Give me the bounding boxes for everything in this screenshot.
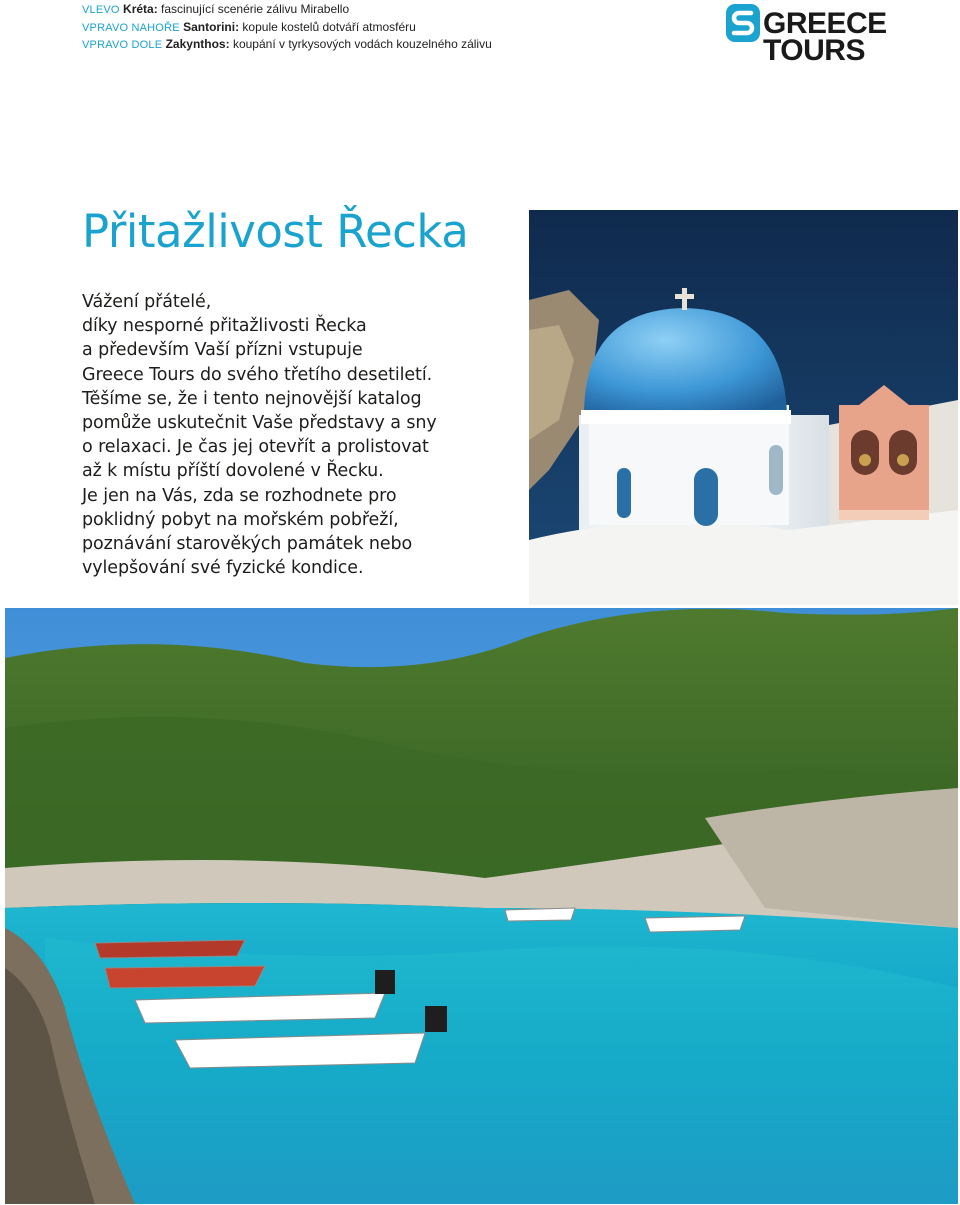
letter-line: vylepšování své fyzické kondice. bbox=[82, 558, 364, 579]
caption-text: fascinující scenérie zálivu Mirabello bbox=[157, 2, 350, 16]
caption-position: VPRAVO DOLE bbox=[82, 39, 163, 51]
caption-place: Zakynthos: bbox=[165, 37, 230, 51]
greece-tours-logo bbox=[725, 3, 885, 65]
caption-position: VPRAVO NAHOŘE bbox=[82, 21, 180, 34]
letter-line: Je jen na Vás, zda se rozhodnete pro bbox=[82, 485, 397, 506]
letter-line: poklidný pobyt na mořském pobřeží, bbox=[82, 509, 399, 530]
page-title: Přitažlivost Řecka bbox=[82, 205, 469, 258]
caption-top-right bbox=[82, 19, 492, 37]
caption-bottom-right bbox=[82, 36, 492, 54]
logo-word-greece: GREECE bbox=[763, 7, 887, 40]
outboard-motor bbox=[425, 1006, 447, 1032]
zakynthos-photo bbox=[5, 608, 958, 1204]
intro-letter bbox=[82, 290, 522, 580]
zakynthos-bay-illustration bbox=[5, 608, 958, 1204]
caption-position: VLEVO bbox=[82, 4, 120, 16]
caption-place: Santorini: bbox=[183, 19, 240, 34]
caption-place: Kréta: bbox=[123, 2, 158, 16]
letter-line: a především Vaší přízni vstupuje bbox=[82, 340, 363, 361]
photo-captions bbox=[82, 1, 492, 54]
letter-line: díky nesporné přitažlivosti Řecka bbox=[82, 316, 367, 337]
logo-mark-icon bbox=[725, 3, 761, 43]
letter-line: Vážení přátelé, bbox=[82, 292, 212, 312]
santorini-church-illustration bbox=[529, 210, 958, 605]
caption-left bbox=[82, 1, 492, 19]
letter-line: až k místu příští dovolené v Řecku. bbox=[82, 461, 384, 482]
caption-text: koupání v tyrkysových vodách kouzelného zálivu bbox=[229, 37, 492, 51]
letter-line: Greece Tours do svého třetího desetiletí. bbox=[82, 364, 433, 385]
outboard-motor bbox=[375, 970, 395, 994]
logo-word-tours: TOURS bbox=[763, 34, 865, 67]
letter-line: poznávání starověkých památek nebo bbox=[82, 534, 413, 555]
letter-line: Těšíme se, že i tento nejnovější katalog bbox=[82, 388, 422, 409]
letter-line: o relaxaci. Je čas jej otevřít a prolistovat bbox=[82, 437, 429, 458]
caption-text: kopule kostelů dotváří atmosféru bbox=[239, 19, 416, 34]
letter-line: pomůže uskutečnit Vaše představy a sny bbox=[82, 413, 437, 434]
santorini-photo bbox=[529, 210, 958, 605]
